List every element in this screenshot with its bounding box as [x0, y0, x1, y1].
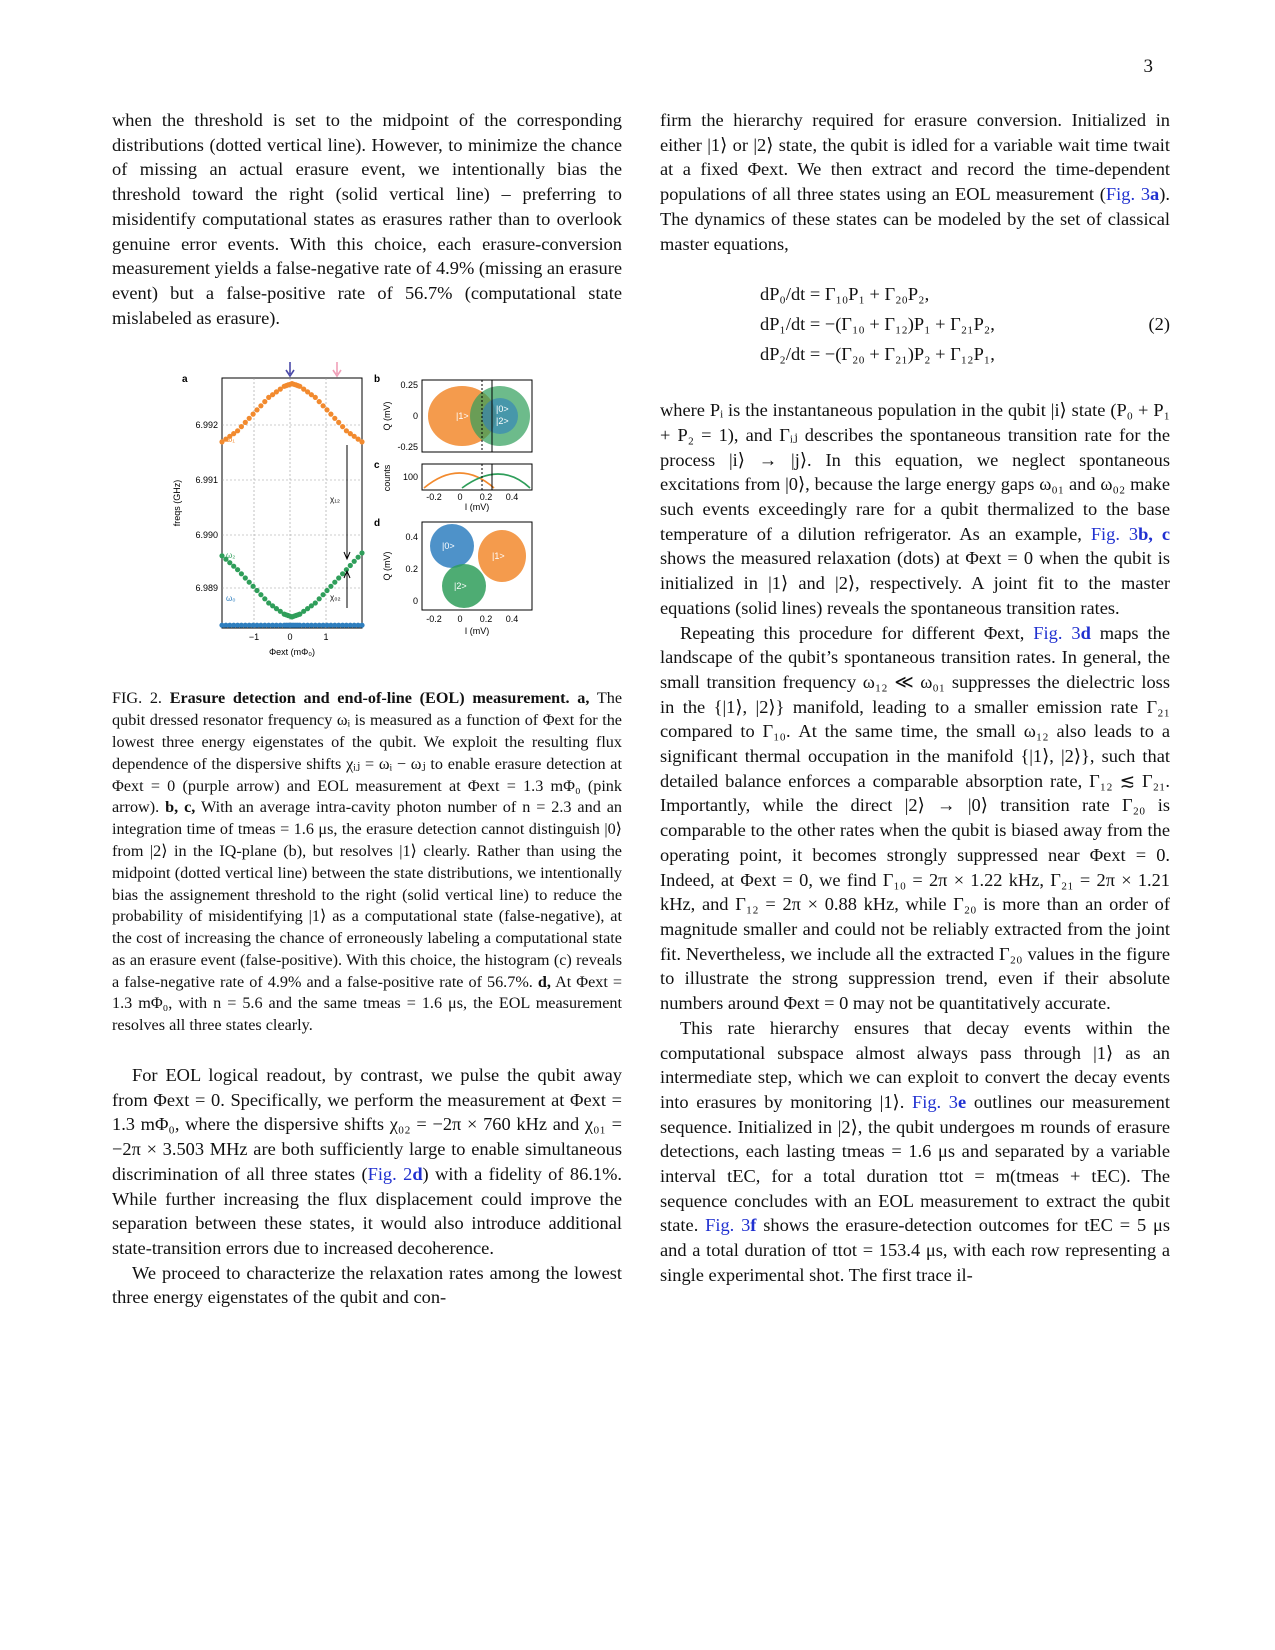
label-chi12: χ₁₂	[330, 495, 341, 505]
caption-title: Erasure detection and end-of-line (EOL) measurement.	[169, 689, 570, 708]
fig2-link[interactable]: Fig. 2d	[367, 1163, 423, 1184]
point-series-0-1-1	[239, 424, 244, 429]
point-series-0-8-1	[332, 416, 337, 421]
point-series-0-8-3	[340, 424, 345, 429]
panel-a-yticks	[195, 420, 218, 593]
fig3e-link[interactable]: Fig. 3e	[912, 1091, 967, 1112]
a-ytick-1: 6.991	[195, 475, 218, 486]
label-w1: ω₁	[226, 435, 235, 445]
point-series-1-9-2	[352, 559, 357, 564]
caption-a-text: The qubit dressed resonator frequency ωᵢ is measured as a function of Φext for the lowest three energy eigenstates of the qubit. We exploit the resulting flux dependence of the dispersive shifts χᵢⱼ = ωᵢ − ωⱼ to enable erasure detection at Φext = 0 (purple arrow) and EOL measurement at Φext = 1.3 mΦ₀ (pink arrow).	[112, 689, 623, 817]
a-ytick-2: 6.990	[195, 530, 218, 541]
point-series-1-0-2	[227, 560, 232, 565]
point-series-1-7-1	[317, 597, 322, 602]
equation-2	[660, 282, 1170, 372]
point-series-0-8-0	[328, 412, 333, 417]
point-series-1-1-2	[243, 576, 248, 581]
panel-a-xticks	[249, 632, 329, 642]
fig3a-link[interactable]: Fig. 3a	[1105, 184, 1160, 205]
b-state-0: |0>	[496, 404, 509, 415]
d-ytick-2: 0	[412, 596, 418, 607]
d-xtick-2: 0.2	[479, 614, 493, 625]
panel-c-xticks	[426, 492, 518, 502]
c-xtick-2: 0.2	[479, 492, 493, 503]
caption-label: FIG. 2.	[112, 689, 162, 708]
point-series-1-0-3	[231, 564, 236, 569]
point-series-0-7-2	[321, 404, 326, 409]
point-series-1-0-0	[219, 554, 224, 559]
c-ytick: 100	[402, 472, 418, 483]
fig3f-link[interactable]: Fig. 3f	[705, 1215, 757, 1236]
panel-d-xticks	[426, 614, 518, 624]
d-state-2: |2>	[454, 581, 467, 592]
point-series-1-7-0	[313, 601, 318, 606]
d-state-0: |0>	[442, 541, 455, 552]
a-xtick-1: 0	[287, 632, 293, 643]
a-xlabel: Φext (mΦ₀)	[268, 647, 316, 658]
fig3bc-link[interactable]: Fig. 3b, c	[1090, 523, 1170, 544]
chi02-arrow-icon	[344, 571, 350, 608]
point-series-1-8-2	[336, 576, 341, 581]
point-series-1-2-2	[258, 592, 263, 597]
d-state-1: |1>	[492, 551, 505, 562]
point-series-1-7-2	[321, 592, 326, 597]
point-series-1-2-1	[254, 588, 259, 593]
a-ylabel: freqs (GHz)	[172, 480, 182, 527]
d-xtick-0: -0.2	[426, 614, 442, 625]
point-series-0-8-2	[336, 420, 341, 425]
d-xtick-3: 0.4	[505, 614, 519, 625]
label-w0: ω₀	[226, 594, 236, 604]
point-series-0-2-0	[251, 412, 256, 417]
left-column	[112, 108, 622, 1310]
left-paragraph-3: We proceed to characterize the relaxation rates among the lowest three energy eigenstates of the qubit and con-	[112, 1262, 622, 1308]
point-series-0-2-2	[258, 404, 263, 409]
purple-arrow-icon	[286, 362, 294, 376]
b-state-1: |1>	[456, 411, 469, 422]
panel-c-label: c	[374, 460, 380, 472]
point-series-1-9-3	[356, 555, 361, 560]
caption-bc-label: b, c,	[165, 798, 196, 817]
left-paragraph-1: when the threshold is set to the midpoint of the corresponding distributions (dotted vertical line). However, to minimize the chance of missing an actual erasure event, we intentionally bias the threshold toward the right (solid vertical line) – preferring to misidentify computational states as erasures rather than to overlook genuine error events. With this choice, each erasure-conversion measurement yields a false-negative rate of 4.9% (missing an erasure event) but a false-positive rate of 56.7% (computational state mislabeled as erasure).	[112, 110, 622, 328]
panel-a-label: a	[182, 374, 188, 386]
right-paragraph-2: where Pᵢ is the instantaneous population in the qubit |i⟩ state (P₀ + P₁ + P₂ = 1), and Γᵢⱼ describes the spontaneous transition rate for the process |i⟩ → |j⟩. In this equation, we neglect spontaneous excitations from |0⟩, because the large energy gaps ω₀₁ and ω₀₂ make such events exceedingly rare for a qubit thermalized to the base temperature of a dilution refrigerator. As an example, Fig. 3b, c shows the measured relaxation (dots) at Φext = 0 when the qubit is initialized in |1⟩ and |2⟩, respectively. A joint fit to the master equations (solid lines) reveals the spontaneous transition rates.	[660, 400, 1170, 618]
b-ytick-1: 0	[412, 411, 418, 422]
right-paragraph-3: Repeating this procedure for different Φext, Fig. 3d maps the landscape of the qubit’s spontaneous transition rates. In general, the small transition frequency ω₁₂ ≪ ω₀₁ suppresses the dielectric loss in the {|1⟩, |2⟩} manifold, leading to a smaller emission rate Γ₂₁ compared to Γ₁₀. At the same time, the small ω₁₂ also leads to a significant thermal occupation in the manifold {|1⟩, |2⟩}, such that detailed balance enforces a comparable absorption rate, Γ₁₂ ≲ Γ₂₁. Importantly, while the direct |2⟩ → |0⟩ transition rate Γ₂₀ is comparable to the other rates when the qubit is biased away from the operating point, it becomes strongly suppressed near Φext = 0. Indeed, at Φext = 0, we find Γ₁₀ = 2π × 1.22 kHz, Γ₂₁ = 2π × 1.21 kHz, and Γ₁₂ = 2π × 0.88 kHz, while Γ₂₀ is more than an order of magnitude smaller and could not be reliably extracted from the joint fit. Nevertheless, we include all the extracted Γ₂₀ values in the figure to illustrate the strong suppression trend, even if their absolute numbers around Φext = 0 may not be quantitatively accurate.	[660, 622, 1170, 1014]
d-xlabel: I (mV)	[464, 626, 490, 637]
a-xtick-0: −1	[248, 632, 260, 643]
c-ylabel: counts	[382, 465, 392, 492]
panel-a-grid	[222, 378, 362, 628]
right-paragraph-1: firm the hierarchy required for erasure conversion. Initialized in either |1⟩ or |2⟩ state, the qubit is idled for a variable wait time twait at a fixed Φext. We then extract and record the time-dependent populations of all three states using an EOL measurement (Fig. 3a). The dynamics of these states can be modeled by the set of classical master equations,	[660, 110, 1170, 254]
c-xtick-3: 0.4	[505, 492, 519, 503]
panel-b-label: b	[374, 374, 381, 386]
caption-d-label: d,	[537, 972, 551, 991]
point-series-1-7-3	[324, 588, 329, 593]
equation-line-3: dP₂/dt = −(Γ₂₀ + Γ₂₁)P₂ + Γ₁₂P₁,	[760, 344, 995, 365]
d-ytick-1: 0.2	[405, 564, 418, 575]
point-series-1-2-0	[251, 584, 256, 589]
equation-line-2: dP₁/dt = −(Γ₁₀ + Γ₁₂)P₁ + Γ₂₁P₂,	[760, 314, 995, 335]
chi12-arrow-icon	[344, 445, 350, 559]
point-series-0-7-0	[313, 395, 318, 400]
b-state-2: |2>	[496, 416, 509, 427]
point-series-1-1-0	[235, 567, 240, 572]
right-column	[660, 108, 1170, 1288]
label-w2: ω₂	[226, 551, 236, 561]
a-xtick-2: 1	[323, 632, 329, 643]
figure-2-caption	[112, 688, 622, 1037]
point-series-1-1-1	[239, 572, 244, 577]
a-ytick-3: 6.989	[195, 583, 218, 594]
point-series-0-2-3	[262, 399, 267, 404]
panel-d-yticks	[405, 532, 418, 606]
d-xtick-1: 0	[457, 614, 463, 625]
c-xlabel: I (mV)	[464, 502, 490, 513]
point-series-1-8-1	[332, 580, 337, 585]
caption-a-label: a,	[577, 689, 590, 708]
equation-number: (2)	[1148, 314, 1170, 335]
point-series-0-7-1	[317, 399, 322, 404]
label-chi02: χ₀₂	[330, 593, 341, 603]
c-xtick-0: -0.2	[426, 492, 442, 503]
panel-b-clouds	[428, 386, 530, 446]
point-series-1-last	[359, 551, 364, 556]
point-series-0-1-0	[235, 429, 240, 434]
point-series-1-9-1	[348, 563, 353, 568]
b-ytick-0: 0.25	[400, 380, 418, 391]
d-ylabel: Q (mV)	[382, 551, 392, 581]
point-series-1-8-0	[328, 584, 333, 589]
b-ytick-2: -0.25	[397, 442, 418, 453]
panel-b-yticks	[397, 380, 418, 452]
caption-d-text: At Φext = 1.3 mΦ₀, with n = 5.6 and the same tmeas = 1.6 μs, the EOL measurement resolves all three states clearly.	[112, 972, 623, 1035]
point-series-1-8-3	[340, 572, 345, 577]
panel-d-label: d	[374, 518, 381, 530]
point-series-0-2-1	[254, 408, 259, 413]
b-ylabel: Q (mV)	[382, 401, 392, 431]
point-series-1-2-3	[262, 597, 267, 602]
point-series-0-1-2	[243, 420, 248, 425]
caption-bc-text: With an average intra-cavity photon number of n = 2.3 and an integration time of tmeas = 1.6 μs, the erasure detection cannot distinguish |0⟩ from |2⟩ in the IQ-plane (b), but resolves |1⟩ clearly. Rather than using the midpoint (dotted vertical line) between the state distributions, we intentionally bias the assignement threshold to the right (solid vertical line) to reduce the probability of misidentifying |1⟩ as a computational state (false-negative), at the cost of increasing the chance of erroneously labeling a computational state as an erasure event (false-positive). With this choice, the histogram (c) reveals a false-negative rate of 4.9% and a false-positive rate of 56.7%.	[112, 798, 622, 991]
panel-a-frame	[222, 378, 362, 628]
a-ytick-0: 6.992	[195, 420, 218, 431]
point-series-0-7-3	[324, 408, 329, 413]
right-paragraph-4: This rate hierarchy ensures that decay events within the computational subspace almost always pass through |1⟩ as an intermediate step, which we can exploit to convert the decay events into erasures by monitoring |1⟩. Fig. 3e outlines our measurement sequence. Initialized in |2⟩, the qubit undergoes m rounds of erasure detections, each lasting tmeas = 1.6 μs and separated by a variable interval tEC, for a total duration ttot = m(tmeas + tEC). The sequence concludes with an EOL measurement to extract the qubit state. Fig. 3f shows the erasure-detection outcomes for tEC = 5 μs and a total duration of ttot = 153.4 μs, with each row representing a single experimental shot. The first trace il-	[660, 1017, 1170, 1285]
point-series-0-last	[359, 440, 364, 445]
point-series-0-1-3	[247, 416, 252, 421]
pink-arrow-icon	[333, 362, 341, 376]
left-paragraph-2: For EOL logical readout, by contrast, we pulse the qubit away from Φext = 0. Specifically, we perform the measurement at Φext = 1.3 mΦ₀, where the dispersive shifts χ₀₂ = −2π × 760 kHz and χ₀₁ = −2π × 3.503 MHz are both sufficiently large to enable simultaneous discrimination of all three states (Fig. 2d) with a fidelity of 86.1%. While further increasing the flux displacement could improve the separation between these states, it would also introduce additional state-transition errors due to increased decoherence.	[112, 1065, 622, 1258]
page-number: 3	[1143, 56, 1153, 77]
d-ytick-0: 0.4	[405, 532, 418, 543]
panel-a-points	[219, 381, 364, 628]
fig3d-link[interactable]: Fig. 3d	[1033, 622, 1091, 643]
figure-2	[172, 360, 572, 660]
point-series-2-last	[359, 623, 364, 628]
equation-line-1: dP₀/dt = Γ₁₀P₁ + Γ₂₀P₂,	[760, 284, 930, 305]
c-xtick-1: 0	[457, 492, 463, 503]
point-series-1-1-3	[247, 580, 252, 585]
